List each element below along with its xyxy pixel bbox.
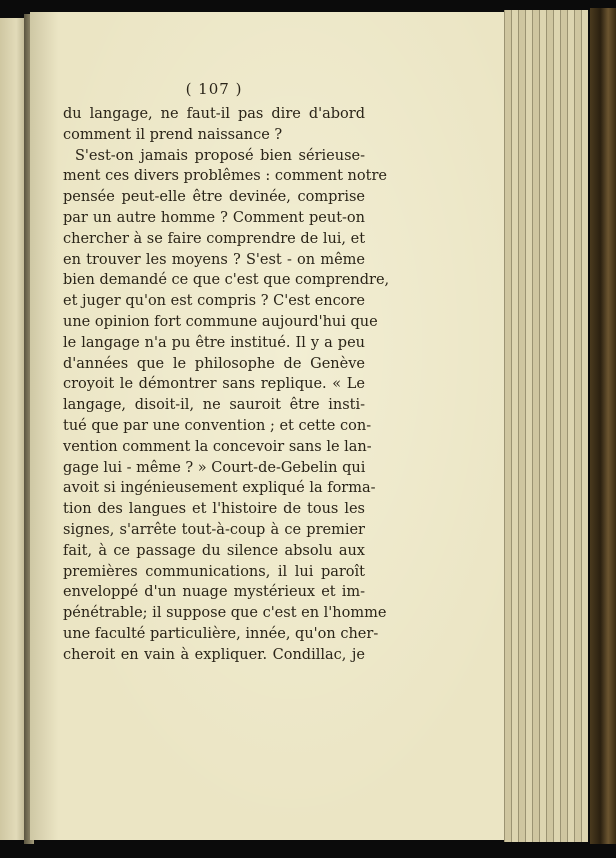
text-line: premières communications, il lui paroît (63, 563, 365, 580)
text-line: S'est-on jamais proposé bien sérieuse- (75, 147, 365, 164)
page-edge-line (518, 10, 525, 842)
page-edge-line (574, 10, 581, 842)
text-line: ment ces divers problêmes : comment notre (63, 168, 387, 185)
page-edge-line (567, 10, 574, 842)
text-line: une faculté particulière, innée, qu'on cher- (63, 625, 379, 642)
text-line: chercher à se faire comprendre de lui, et (63, 230, 366, 247)
page-edge-line (532, 10, 539, 842)
text-line: une opinion fort commune aujourd'hui que (63, 313, 378, 330)
page-lines (63, 104, 390, 666)
text-line: le langage n'a pu être institué. Il y a peu (63, 334, 365, 351)
text-line: tué que par une convention ; et cette con- (63, 417, 372, 434)
text-line: en trouver les moyens ? S'est - on même (63, 251, 365, 268)
page-text-block (63, 80, 390, 666)
text-line: gage lui - même ? » Court-de-Gebelin qui (63, 459, 366, 476)
text-line: comment il prend naissance ? (63, 126, 283, 143)
page-edge-line (511, 10, 518, 842)
page-edge-line (560, 10, 567, 842)
page-edge-line (539, 10, 546, 842)
page-edge-line (504, 10, 511, 842)
text-line: cheroit en vain à expliquer. Condillac, je (63, 646, 365, 663)
page-number: ( 107 ) (185, 80, 243, 98)
text-line: enveloppé d'un nuage mystérieux et im- (63, 584, 365, 601)
text-line: avoit si ingénieusement expliqué la forma- (63, 480, 376, 497)
text-line: bien demandé ce que c'est que comprendre, (63, 272, 390, 289)
page-edge-line (525, 10, 532, 842)
text-line: du langage, ne faut-il pas dire d'abord (63, 106, 365, 122)
page-edge-line (546, 10, 553, 842)
page-edge-line (581, 10, 588, 842)
page-edges (496, 10, 596, 842)
text-line: pénétrable; il suppose que c'est en l'homme (63, 605, 387, 622)
text-line: et juger qu'on est compris ? C'est encore (63, 293, 365, 310)
text-line: tion des langues et l'histoire de tous les (63, 501, 365, 518)
text-line: langage, disoit-il, ne sauroit être insti- (63, 397, 365, 414)
book-cover-edge (590, 8, 616, 844)
text-line: fait, à ce passage du silence absolu aux (63, 542, 365, 559)
text-line: signes, s'arrête tout-à-coup à ce premier (63, 521, 365, 538)
text-line: d'années que le philosophe de Genève (63, 355, 365, 372)
facing-page-edge (0, 18, 27, 840)
text-line: pensée peut-elle être devinée, comprise (63, 189, 365, 206)
text-line: vention comment la concevoir sans le lan- (63, 438, 372, 455)
text-line: croyoit le démontrer sans replique. « Le (63, 376, 365, 393)
text-line: par un autre homme ? Comment peut-on (63, 209, 365, 226)
page-edge-line (553, 10, 560, 842)
